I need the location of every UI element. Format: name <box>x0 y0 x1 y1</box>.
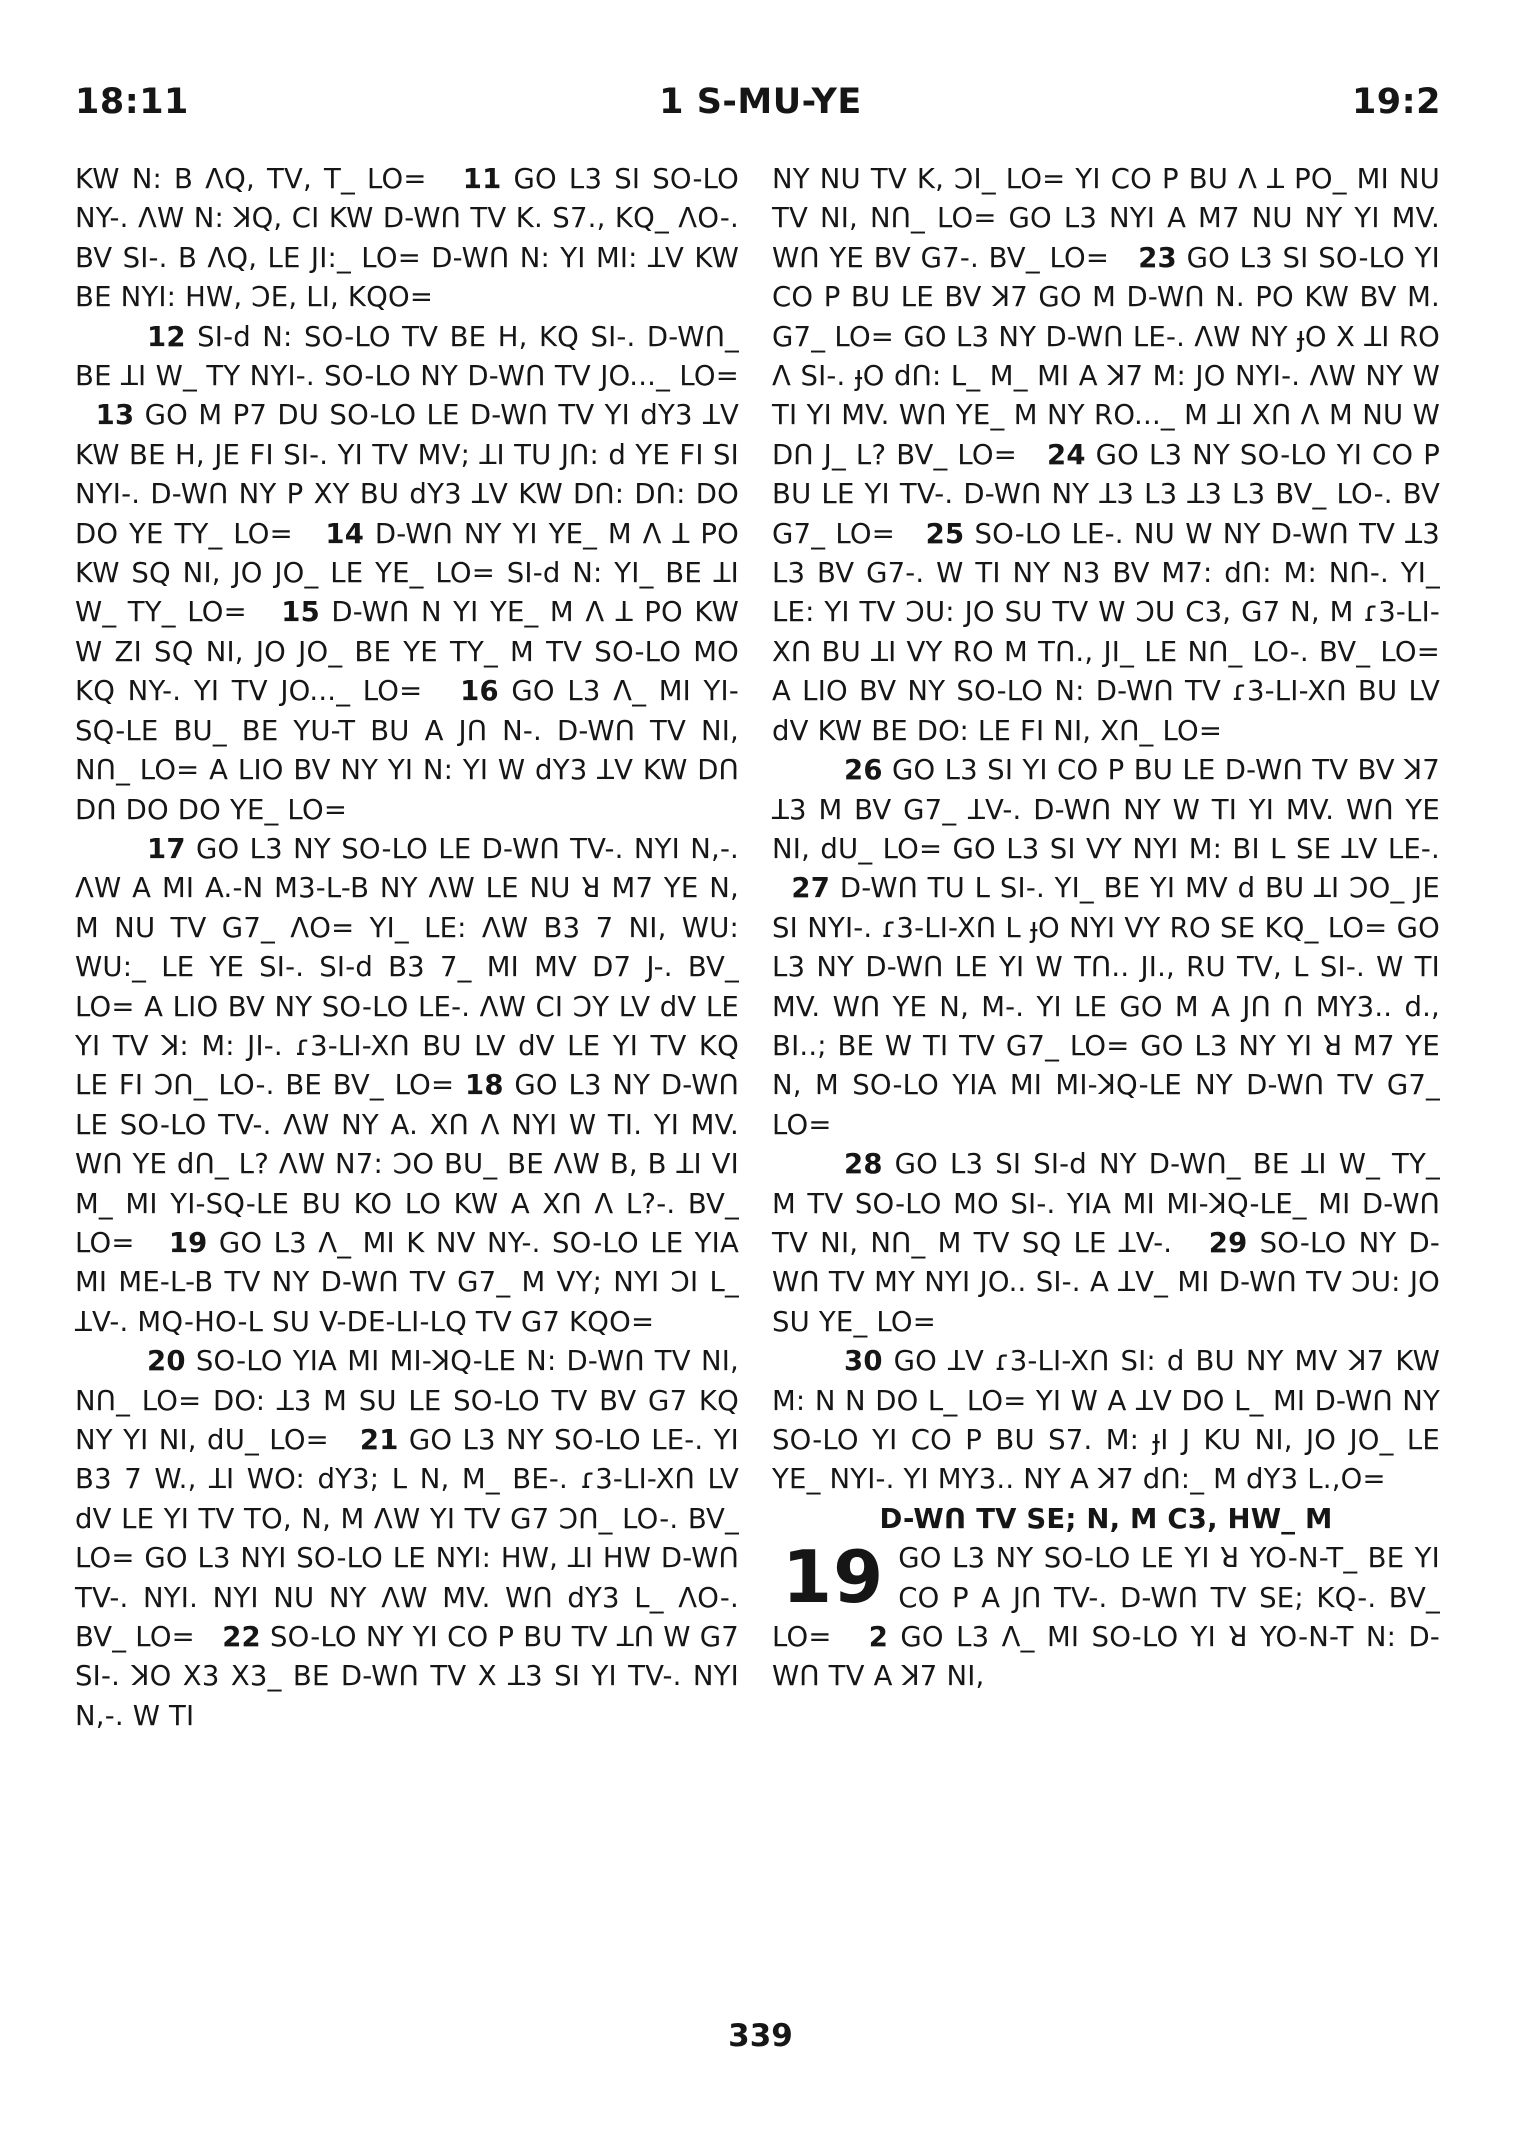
verse-number: 29 <box>1208 1226 1248 1259</box>
verse-number: 15 <box>281 596 320 629</box>
verse-number: 27 <box>791 872 831 905</box>
paragraph <box>772 751 1440 1145</box>
verse-number: 30 <box>844 1345 883 1378</box>
chapter-number: 19 <box>782 1535 885 1620</box>
verse-number: 23 <box>1138 241 1177 274</box>
verse-text: GO L3 Ʌ_ MI YI-SQ-LE BU_ BE YU-T BU A Jꓵ N-. D-Wꓵ TV NI, Nꓵ_ LO= A LIO BV NY YI N: YI W dY3 ꓕV KW Dꓵ Dꓵ DO DO YE_ LO= <box>75 675 739 826</box>
verse-number: 28 <box>844 1148 883 1181</box>
verse-text: GO L3 NY SO-LO LE D-Wꓵ TV-. NYI N,-. ɅW A MI A.-N M3-L-B NY ɅW LE NU ꓤ M7 YE N, M NU TV G7_ ɅO= YI_ LE: ɅW B3 7 NI, WU: WU:_ LE YE SI-. SI-d B3 7_ MI MV D7 J-. BV_ LO= A LIO BV NY SO-LO LE-. ɅW CI ƆY LV dV LE YI TV ꓘ: M: JI-. ɾ3-LI-Xꓵ BU LV dV LE YI TV KQ LE FI Ɔꓵ_ LO-. BE BV_ LO= <box>75 832 740 1102</box>
verse-text: D-Wꓵ TU L SI-. YI_ BE YI MV d BU ꓕI ƆO_ JE SI NYI-. ɾ3-LI-Xꓵ L ɟO NYI VY RO SE KQ_ LO= GO L3 NY D-Wꓵ LE YI W Tꓵ.. JI., RU TV, L SI-. W TI MV. Wꓵ YE N, M-. YI LE GO M A Jꓵ ꓵ MY3.. d., BI..; BE W TI TV G7_ LO= GO L3 NY YI ꓤ M7 YE N, M SO-LO YIA MI MI-ꓘQ-LE NY D-Wꓵ TV G7_ LO= <box>772 872 1440 1141</box>
chapter-19-opening <box>772 1535 1440 1697</box>
verse-number: 17 <box>147 832 186 865</box>
paragraph <box>75 1342 739 1736</box>
verse-text: SO-LO NY D-Wꓵ TV MY NYI JO.. SI-. A ꓕV_ MI D-Wꓵ TV ƆU: JO SU YE_ LO= <box>772 1226 1441 1338</box>
verse-text: GO L3 Ʌ_ MI K NV NY-. SO-LO LE YIA MI ME-L-B TV NY D-Wꓵ TV G7_ M VY; NYI ƆI L_ ꓕV-. MQ-HO-L SU V-DE-LI-LQ TV G7 KQO= <box>75 1226 740 1338</box>
verse-number: 11 <box>462 163 502 195</box>
verse-number: 12 <box>147 320 186 353</box>
verse-text: SI-d N: SO-LO TV BE H, KQ SI-. D-Wꓵ_ BE ꓕI W_ TY NYI-. SO-LO NY D-Wꓵ TV JO..._ LO= <box>75 320 739 393</box>
paragraph <box>75 160 739 318</box>
running-head-end-reference: 19:2 <box>1351 82 1441 122</box>
verse-text: GO L3 SI SO-LO NY-. ɅW N: ꓘQ, CI KW D-Wꓵ TV K. S7., KQ_ ɅO-. BV SI-. B ɅQ, LE JI:_ LO= D-Wꓵ N: YI MI: ꓕV KW BE NYI: HW, ƆE, LI, KQO= <box>75 163 739 314</box>
paragraph <box>772 1342 1440 1500</box>
verse-number: 18 <box>464 1069 504 1102</box>
verse-text: GO ꓕV ɾ3-LI-Xꓵ SI: d BU NY MV ꓘ7 KW M: N N DO L_ LO= YI W A ꓕV DO L_ MI D-Wꓵ NY SO-LO YI CO P BU S7. M: ɟI J KU NI, JO JO_ LE YE_ NYI-. YI MY3.. NY A ꓘ7 dꓵ:_ M dY3 L.,O= <box>772 1345 1440 1496</box>
verse-text: GO L3 SI YI CO P BU LE D-Wꓵ TV BV ꓘ7 ꓕ3 M BV G7_ ꓕV-. D-Wꓵ NY W TI YI MV. Wꓵ YE NI, dU_ LO= GO L3 SI VY NYI M: BI L SE ꓕV LE-. <box>772 754 1440 865</box>
verse-text: GO L3 NY D-Wꓵ LE SO-LO TV-. ɅW NY A. Xꓵ Ʌ NYI W TI. YI MV. Wꓵ YE dꓵ_ L? ɅW N7: ƆO BU_ BE ɅW B, B ꓕI VI M_ MI YI-SQ-LE BU KO LO KW A Xꓵ Ʌ L?-. BV_ LO= <box>75 1069 740 1259</box>
chapter-heading: D-Wꓵ TV SE; N, M C3, HW_ M <box>879 1502 1333 1535</box>
paragraph <box>772 160 1440 751</box>
verse-number: 25 <box>925 517 965 550</box>
verse-number: 16 <box>460 675 499 708</box>
page-number: 339 <box>728 2018 793 2054</box>
verse-text: GO L3 NY SO-LO LE-. YI B3 7 W., ꓕI WO: dY3; L N, M_ BE-. ɾ3-LI-Xꓵ LV dV LE YI TV TO, N, M ɅW YI TV G7 Ɔꓵ_ LO-. BV_ LO= GO L3 NYI SO-LO LE NYI: HW, ꓕI HW D-Wꓵ TV-. NYI. NYI NU NY ɅW MV. Wꓵ dY3 L_ ɅO-. BV_ LO= <box>75 1424 739 1654</box>
verse-text: KW N: B ɅQ, TV, T_ LO= <box>75 163 427 195</box>
verse-text: GO L3 NY SO-LO YI CO P BU LE YI TV-. D-Wꓵ NY ꓕ3 L3 ꓕ3 L3 BV_ LO-. BV G7_ LO= <box>772 438 1440 550</box>
paragraph <box>75 830 739 1342</box>
verse-number: 21 <box>359 1424 399 1456</box>
verse-number: 22 <box>222 1621 261 1654</box>
verse-text: D-Wꓵ NY YI YE_ M Ʌ ꓕ PO KW SQ NI, JO JO_ LE YE_ LO= SI-d N: YI_ BE ꓕI W_ TY_ LO= <box>75 517 739 629</box>
running-head-start-reference: 18:11 <box>75 82 189 122</box>
verse-number: 13 <box>95 399 135 432</box>
verse-number: 26 <box>844 754 883 787</box>
running-head-book-title: 1 S-MU-YE <box>659 82 862 122</box>
verse-number: 14 <box>325 517 365 550</box>
verse-text: GO L3 SI SI-d NY D-Wꓵ_ BE ꓕI W_ TY_ M TV SO-LO MO SI-. YIA MI MI-ꓘQ-LE_ MI D-Wꓵ TV NI, Nꓵ_ M TV SQ LE ꓕV-. <box>772 1148 1440 1259</box>
verse-text: SO-LO NY YI CO P BU TV ꓕꓵ W G7 SI-. ꓘO X3 X3_ BE D-Wꓵ TV X ꓕ3 SI YI TV-. NYI N,-. W TI <box>75 1621 739 1732</box>
verse-text: GO L3 SI SO-LO YI CO P BU LE BV ꓘ7 GO M D-Wꓵ N. PO KW BV M. G7_ LO= GO L3 NY D-Wꓵ LE-. ɅW NY ɟO X ꓕI RO Ʌ SI-. ɟO dꓵ: L_ M_ MI A ꓘ7 M: JO NYI-. ɅW NY W TI YI MV. Wꓵ YE_ M NY RO..._ M ꓕI Xꓵ Ʌ M NU W Dꓵ J_ L? BV_ LO= <box>772 241 1440 471</box>
paragraph <box>772 1145 1440 1342</box>
verse-text: NY NU TV K, ƆI_ LO= YI CO P BU Ʌ ꓕ PO_ MI NU TV NI, Nꓵ_ LO= GO L3 NYI A M7 NU NY YI MV. Wꓵ YE BV G7-. BV_ LO= <box>772 163 1440 274</box>
verse-text: D-Wꓵ N YI YE_ M Ʌ ꓕ PO KW W ZI SQ NI, JO JO_ BE YE TY_ M TV SO-LO MO KQ NY-. YI TV JO..._ LO= <box>75 596 739 708</box>
left-text-column <box>75 160 739 1736</box>
verse-text: GO M P7 DU SO-LO LE D-Wꓵ TV YI dY3 ꓕV KW BE H, JE FI SI-. YI TV MV; ꓕI TU Jꓵ: d YE FI SI NYI-. D-Wꓵ NY P XY BU dY3 ꓕV KW Dꓵ: Dꓵ: DO DO YE TY_ LO= <box>75 399 739 550</box>
verse-text: GO L3 Ʌ_ MI SO-LO YI ꓤ YO-N-T N: D-Wꓵ TV A ꓘ7 NI, <box>772 1621 1440 1693</box>
right-text-column <box>772 160 1440 1697</box>
verse-number: 24 <box>1046 438 1086 471</box>
verse-text: SO-LO LE-. NU W NY D-Wꓵ TV ꓕ3 L3 BV G7-. W TI NY N3 BV M7: dꓵ: M: Nꓵ-. YI_ LE: YI TV ƆU: JO SU TV W ƆU C3, G7 N, M ɾ3-LI-Xꓵ BU ꓕI VY RO M Tꓵ., JI_ LE Nꓵ_ LO-. BV_ LO= A LIO BV NY SO-LO N: D-Wꓵ TV ɾ3-LI-Xꓵ BU LV dV KW BE DO: LE FI NI, Xꓵ_ LO= <box>772 517 1440 747</box>
verse-number: 2 <box>868 1621 889 1654</box>
verse-number: 19 <box>168 1226 208 1259</box>
verse-number: 20 <box>147 1345 186 1378</box>
verse-text: SO-LO YIA MI MI-ꓘQ-LE N: D-Wꓵ TV NI, Nꓵ_ LO= DO: ꓕ3 M SU LE SO-LO TV BV G7 KQ NY YI NI, dU_ LO= <box>75 1345 739 1456</box>
paragraph <box>75 318 739 830</box>
verse-text: GO L3 NY SO-LO LE YI ꓤ YO-N-T_ BE YI CO P A Jꓵ TV-. D-Wꓵ TV SE; KQ-. BV_ LO= <box>772 1542 1440 1654</box>
